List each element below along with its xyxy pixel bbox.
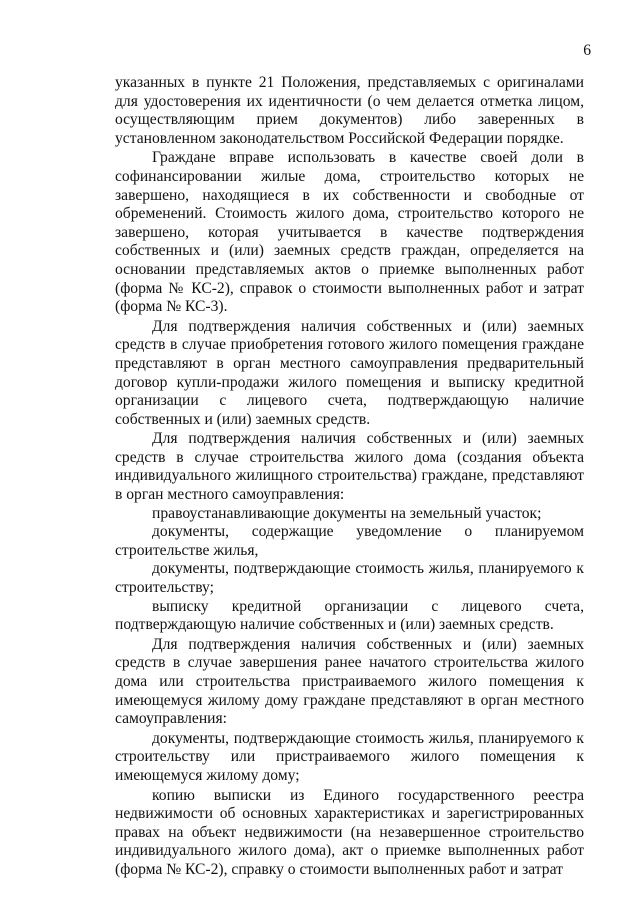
list-item-cost-documents: документы, подтверждающие стоимость жилья, планируемого к строительству; — [115, 560, 584, 597]
list-item-bank-statement: выписку кредитной организации с лицевого счета, подтверждающую наличие собственных и (или) заемных средств. — [115, 597, 584, 634]
paragraph-ready-housing: Для подтверждения наличия собственных и (или) заемных средств в случае приобретения готового жилого помещения граждане представляют в орган местного самоуправления предварительный договор купли-продажи жилого помещения и выписку кредитной организации с лицевого счета, подтверждающую наличие собственных и (или) заемных средств. — [115, 317, 584, 428]
list-item-notification-documents: документы, содержащие уведомление о планируемом строительстве жилья, — [115, 523, 584, 559]
list-item-land-documents: правоустанавливающие документы на земельный участок; — [152, 504, 542, 522]
list-item-registry-extract: копию выписки из Единого государственного реестра недвижимости об основных характеристиках и зарегистрированных правах на объект недвижимости (на незавершенное строительство индивидуального жилого дома), акт о приемке выполненных работ (форма № КС-2), справку о стоимости выполненных работ и затрат — [115, 786, 584, 878]
paragraph-completion-construction: Для подтверждения наличия собственных и (или) заемных средств в случае завершения ранее начатого строительства жилого дома или строительства пристраиваемого жилого помещения к имеющемуся жилому дому граждане представляют в орган местного самоуправления: — [115, 635, 584, 728]
page-number: 6 — [583, 42, 591, 59]
paragraph-house-construction: Для подтверждения наличия собственных и (или) заемных средств в случае строительства жилого дома (создания объекта индивидуального жилищного строительства) граждане, представляют в орган местного самоуправления: — [115, 430, 584, 504]
list-item-completion-cost-documents: документы, подтверждающие стоимость жилья, планируемого к строительству или пристраиваемого жилого помещения к имеющемуся жилому дому; — [115, 729, 584, 784]
paragraph-own-houses: Граждане вправе использовать в качестве своей доли в софинансировании жилые дома, строительство которых не завершено, находящиеся в их собственности и свободные от обременений. Стоимость жилого дома, строительство которого не завершено, которая учитывается в качестве подтверждения собственных и (или) заемных средств граждан, определяется на основании представляемых актов о приемке выполненных работ (форма № КС-2), справок о стоимости выполненных работ и затрат (форма № КС-3). — [115, 149, 584, 316]
paragraph-continuation: указанных в пункте 21 Положения, представляемых с оригиналами для удостоверения их идентичности (о чем делается отметка лицом, осуществляющим прием документов) либо заверенных в установленном законодательством Российской Федерации порядке. — [115, 74, 584, 147]
body-text — [115, 74, 584, 880]
